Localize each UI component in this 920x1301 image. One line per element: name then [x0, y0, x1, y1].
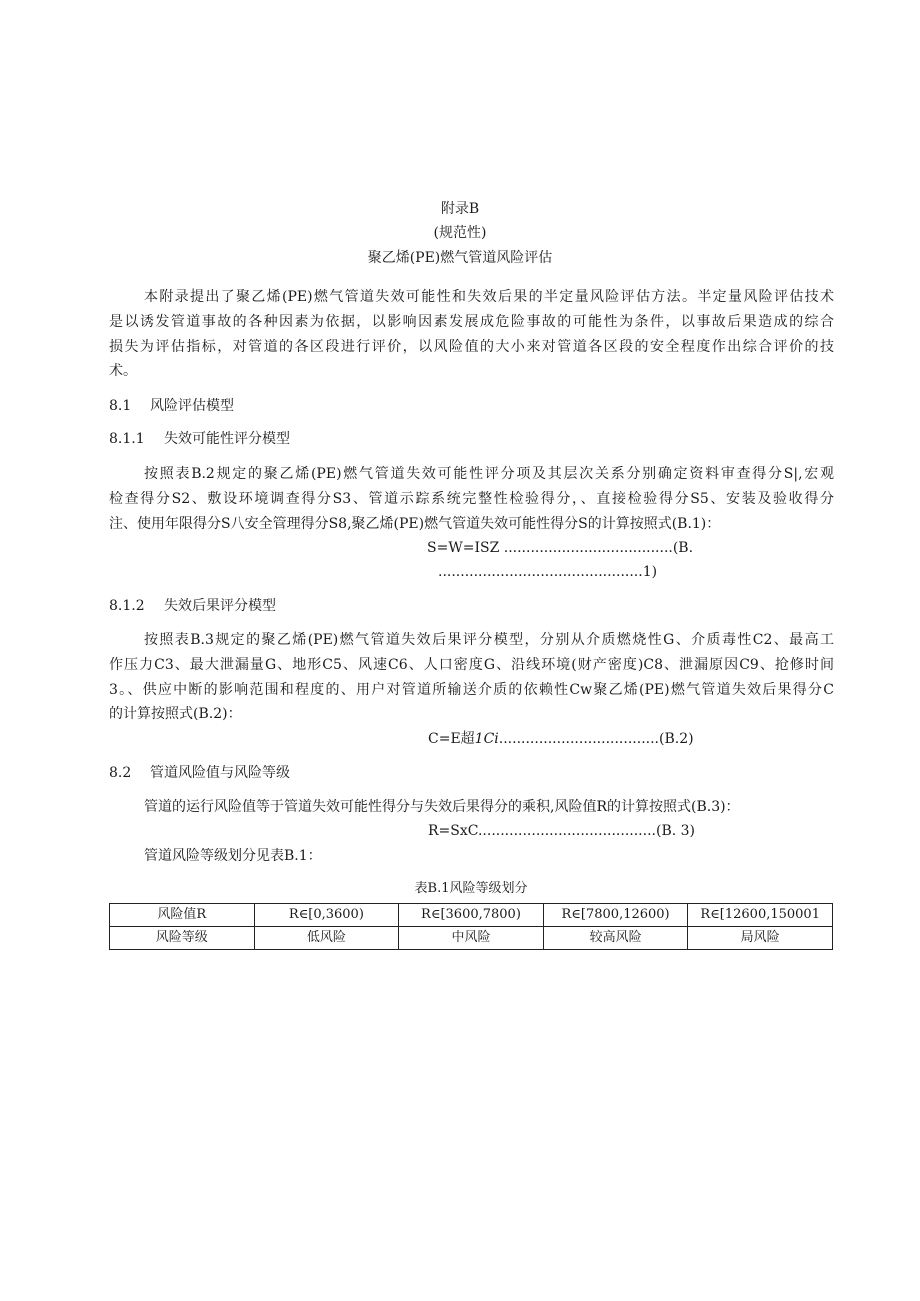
table-cell: R∈[7800,12600): [543, 904, 688, 927]
formula-b3: R=SxC........................................(B. 3): [428, 823, 695, 839]
section-8-1-title: 风险评估模型: [150, 398, 234, 414]
appendix-type: (规范性): [433, 225, 487, 241]
table-cell: R∈[3600,7800): [399, 904, 544, 927]
formula-b1-line2: ..............................................1): [438, 564, 658, 580]
appendix-label: 附录B: [440, 201, 480, 217]
section-8-1-1-line: 检查得分S2、敷设环境调查得分S3、管道示踪系统完整性检验得分，、直接检验得分S5、安装及验收得分: [109, 491, 834, 507]
intro-line: 术。: [109, 363, 137, 379]
section-8-1-2-line: 的计算按照式(B.2)：: [109, 706, 242, 722]
section-8-1-1-line: 注、使用年限得分S八安全管理得分S8,聚乙烯(PE)燃气管道失效可能性得分S的计算按照式(B.1)：: [109, 516, 721, 532]
section-8-1-number: 8.1: [109, 398, 132, 414]
section-8-1-2-title: 失效后果评分模型: [164, 598, 276, 614]
table-row: [110, 904, 833, 927]
section-8-1-1-title: 失效可能性评分模型: [164, 431, 290, 447]
section-8-1-2-line: 按照表B.3规定的聚乙烯(PE)燃气管道失效后果评分模型，分别从介质燃烧性G、介质毒性C2、最高工: [144, 632, 834, 648]
table-cell: 局风险: [688, 927, 833, 950]
formula-b1-line1: S=W=ISZ ......................................(B.: [427, 540, 694, 556]
table-cell: 中风险: [399, 927, 544, 950]
appendix-title: 聚乙烯(PE)燃气管道风险评估: [367, 250, 553, 266]
risk-level-table: [109, 903, 833, 950]
section-8-1-2-number: 8.1.2: [109, 598, 145, 614]
table-cell: R∈[12600,150001: [688, 904, 833, 927]
intro-line: 是以诱发管道事故的各种因素为依据，以影响因素发展成危险事故的可能性为条件，以事故后果造成的综合: [109, 314, 834, 330]
intro-line: 损失为评估指标，对管道的各区段进行评价，以风险值的大小来对管道各区段的安全程度作出综合评价的技: [109, 339, 834, 355]
table-cell: 风险值R: [110, 904, 255, 927]
table-cell: 较高风险: [543, 927, 688, 950]
table-cell: R∈[0,3600): [254, 904, 399, 927]
section-8-1-1-line: 按照表B.2规定的聚乙烯(PE)燃气管道失效可能性评分项及其层次关系分别确定资料审查得分S|,宏观: [144, 466, 834, 482]
formula-b2-prefix: C=E超: [428, 731, 475, 747]
section-8-2-number: 8.2: [109, 765, 132, 781]
section-8-1-1-number: 8.1.1: [109, 431, 145, 447]
intro-line: 本附录提出了聚乙烯(PE)燃气管道失效可能性和失效后果的半定量风险评估方法。半定量风险评估技术: [144, 289, 834, 305]
table-cell: 风险等级: [110, 927, 255, 950]
table-caption: 表B.1风险等级划分: [414, 881, 528, 896]
table-row: [110, 927, 833, 950]
section-8-1-2-line: 3。、供应中断的影响范围和程度的、用户对管道所输送介质的依赖性Cw聚乙烯(PE)燃气管道失效后果得分C: [109, 682, 834, 698]
formula-b2: [428, 730, 694, 748]
table-cell: 低风险: [254, 927, 399, 950]
section-8-2-line: 管道风险等级划分见表B.1：: [144, 848, 322, 864]
section-8-1-2-line: 作压力C3、最大泄漏量G、地形C5、风速C6、人口密度G、沿线环境(财产密度)C8、泄漏原因C9、抢修时间: [109, 657, 834, 673]
formula-b2-suffix: ....................................(B.2): [498, 731, 694, 747]
section-8-2-line: 管道的运行风险值等于管道失效可能性得分与失效后果得分的乘积,风险值R的计算按照式(B.3)：: [144, 799, 740, 815]
section-8-2-title: 管道风险值与风险等级: [150, 765, 290, 781]
formula-b2-italic: 1Ci: [474, 731, 499, 747]
